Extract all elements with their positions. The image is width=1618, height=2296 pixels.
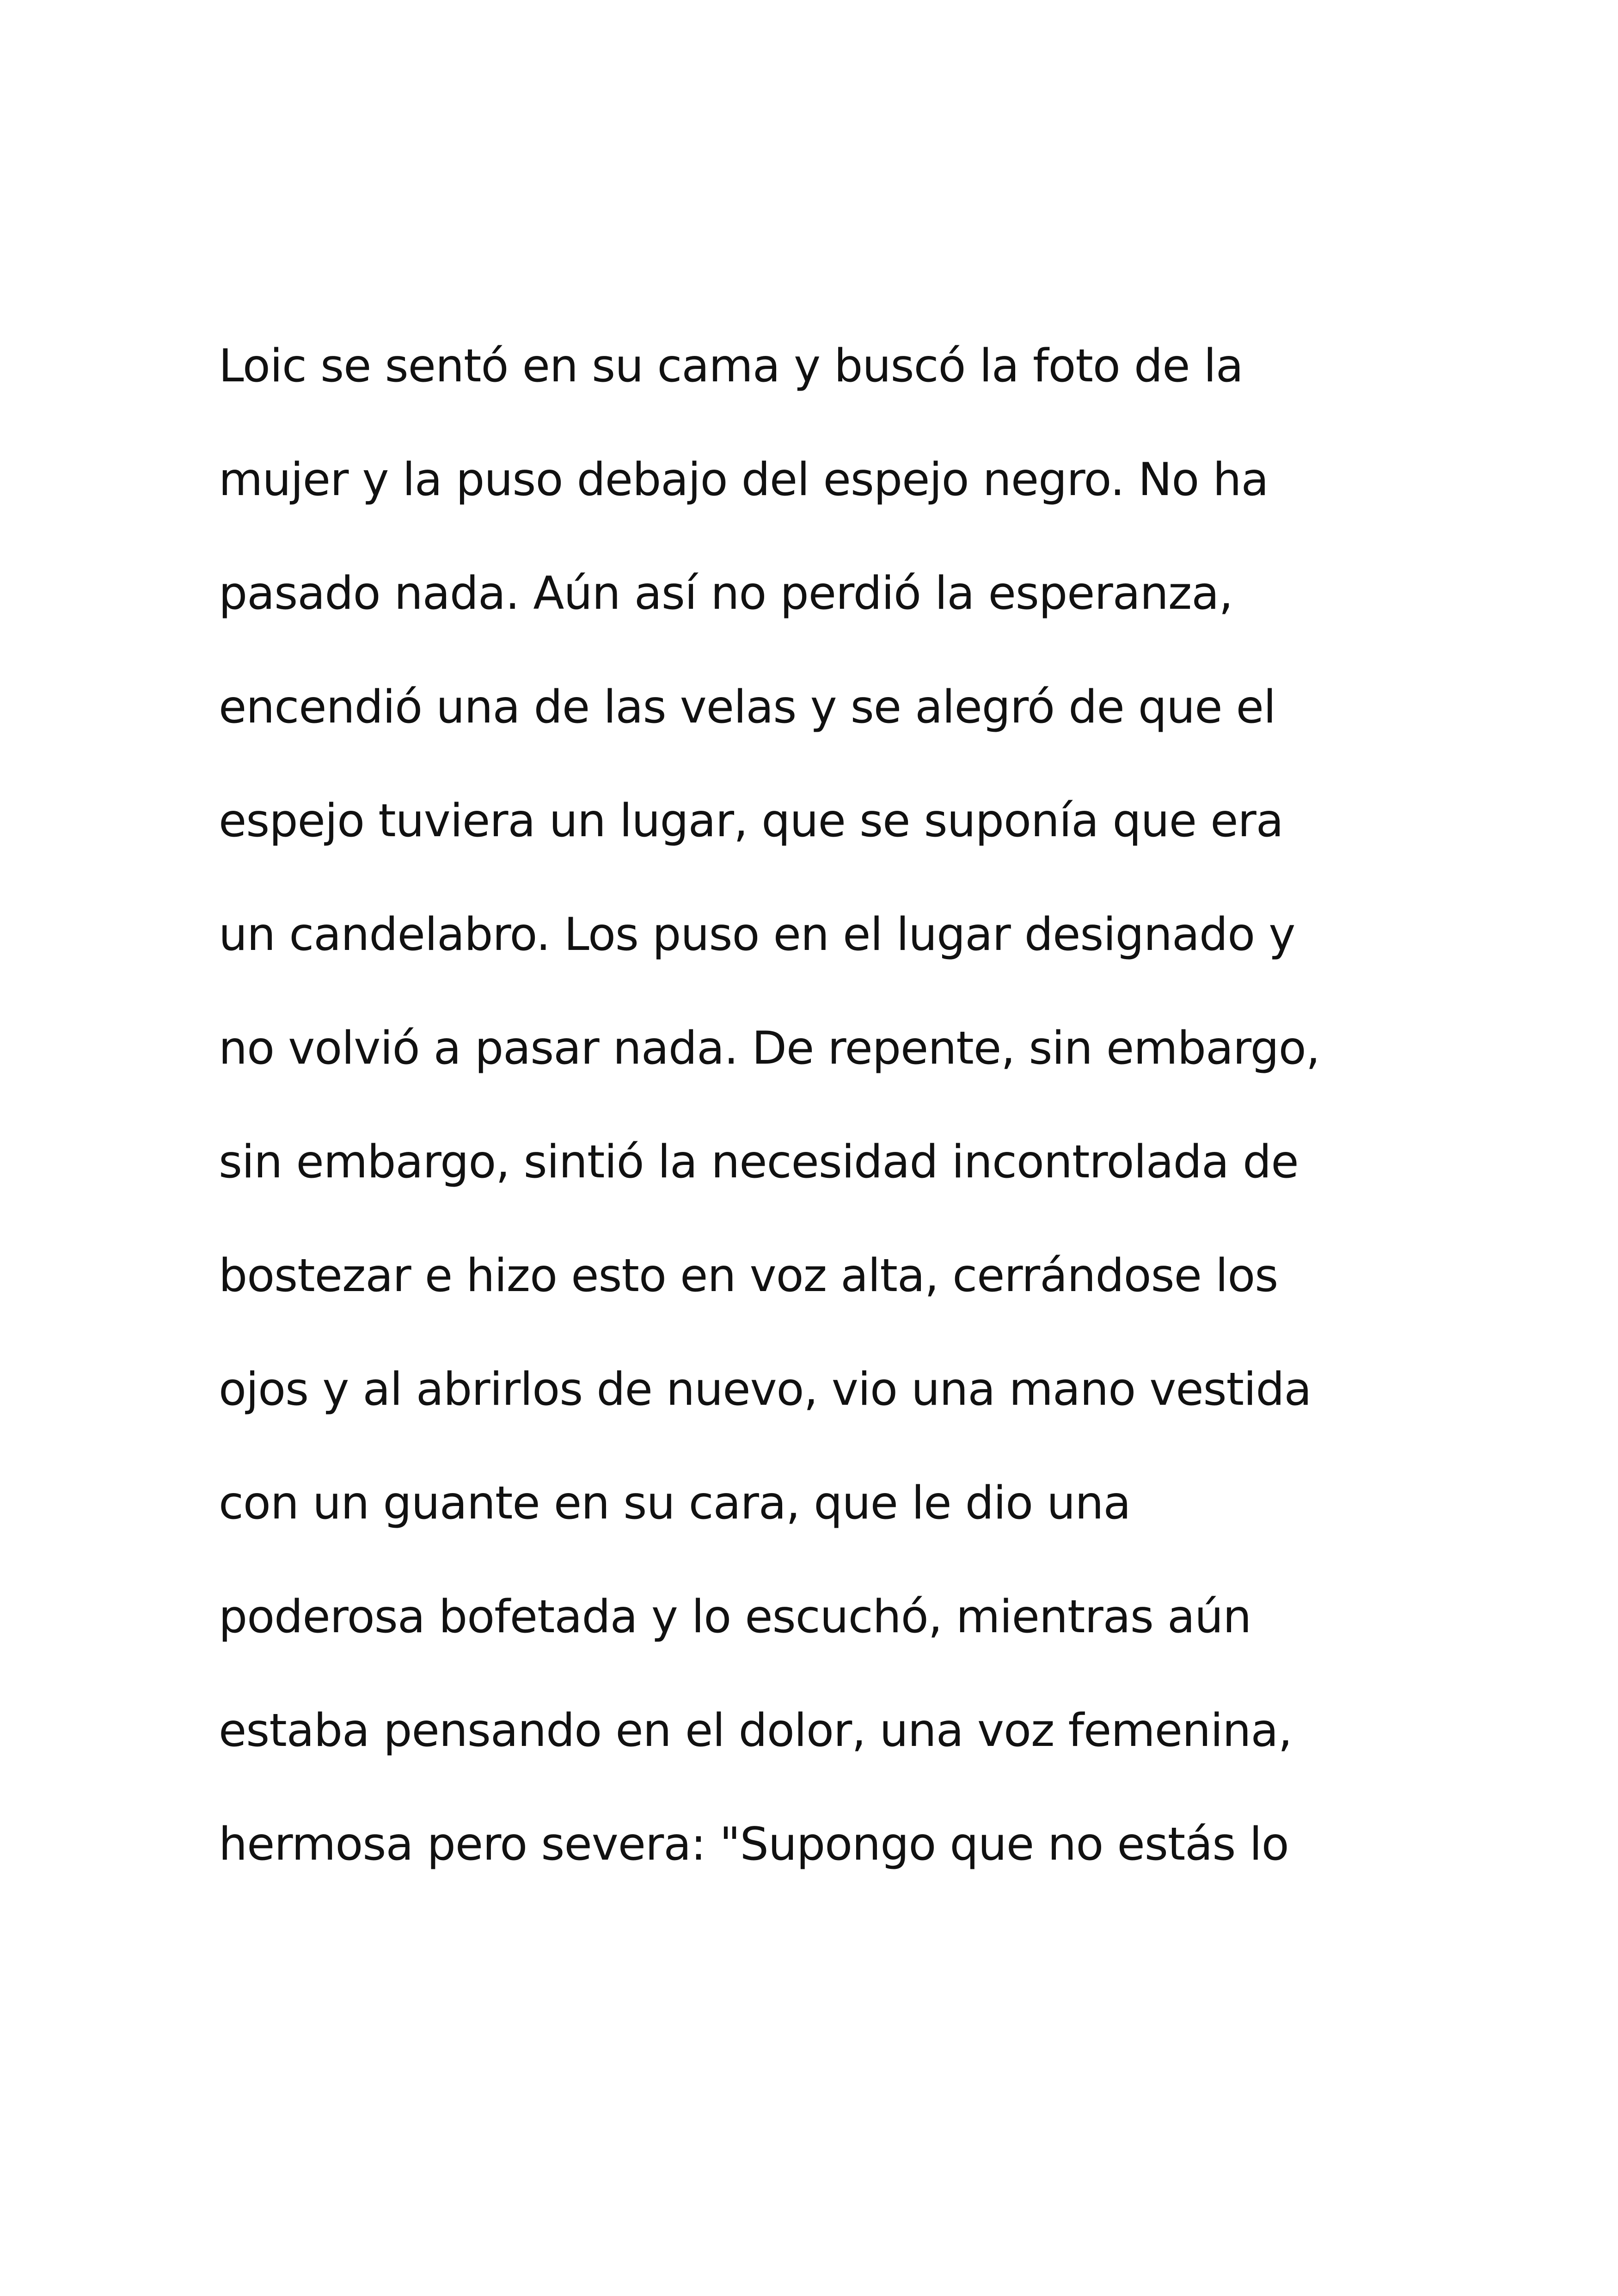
text-line: ojos y al abrirlos de nuevo, vio una mano vestida bbox=[219, 1363, 1312, 1416]
text-line: con un guante en su cara, que le dio una bbox=[219, 1477, 1131, 1530]
text-line: pasado nada. Aún así no perdió la esperanza, bbox=[219, 567, 1233, 620]
text-line: encendió una de las velas y se alegró de que el bbox=[219, 681, 1276, 734]
text-line: espejo tuviera un lugar, que se suponía que era bbox=[219, 795, 1283, 847]
text-line: mujer y la puso debajo del espejo negro. No ha bbox=[219, 453, 1269, 506]
text-line: sin embargo, sintió la necesidad incontrolada de bbox=[219, 1136, 1299, 1188]
text-line: un candelabro. Los puso en el lugar designado y bbox=[219, 908, 1295, 961]
text-line: poderosa bofetada y lo escuchó, mientras aún bbox=[219, 1591, 1251, 1643]
text-line: hermosa pero severa: "Supongo que no estás lo bbox=[219, 1818, 1289, 1871]
body-paragraph bbox=[219, 328, 1444, 1920]
text-line: no volvió a pasar nada. De repente, sin embargo, bbox=[219, 1022, 1320, 1075]
text-line: estaba pensando en el dolor, una voz femenina, bbox=[219, 1704, 1292, 1757]
text-line: bostezar e hizo esto en voz alta, cerrándose los bbox=[219, 1249, 1278, 1302]
text-line: Loic se sentó en su cama y buscó la foto de la bbox=[219, 340, 1243, 392]
